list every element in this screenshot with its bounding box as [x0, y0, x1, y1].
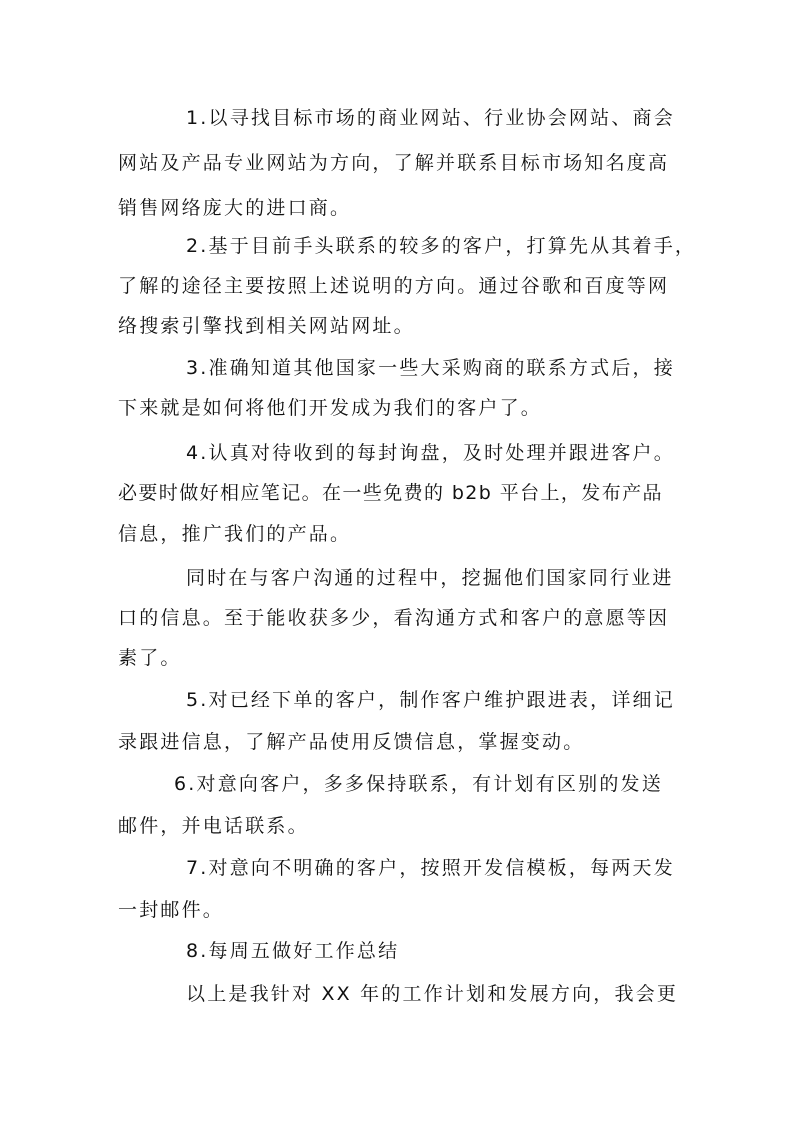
text-line: 网站及产品专业网站为方向，了解并联系目标市场知名度高 — [118, 152, 670, 174]
text-line: 口的信息。至于能收获多少，看沟通方式和客户的意愿等因 — [118, 607, 670, 629]
text-line: 3.准确知道其他国家一些大采购商的联系方式后，接 — [186, 357, 675, 379]
text-line: 下来就是如何将他们开发成为我们的客户了。 — [118, 397, 543, 419]
text-line: 录跟进信息，了解产品使用反馈信息，掌握变动。 — [118, 731, 585, 753]
text-line: 络搜索引擎找到相关网站网址。 — [118, 315, 415, 337]
text-line: 信息，推广我们的产品。 — [118, 523, 352, 545]
text-line: 同时在与客户沟通的过程中，挖掘他们国家同行业进 — [186, 567, 674, 589]
text-line: 1.以寻找目标市场的商业网站、行业协会网站、商会 — [186, 107, 675, 129]
text-line: 8.每周五做好工作总结 — [186, 940, 400, 962]
text-line: 以上是我针对 XX 年的工作计划和发展方向，我会更 — [186, 983, 679, 1005]
text-line: 一封邮件。 — [118, 899, 225, 921]
text-line: 必要时做好相应笔记。在一些免费的 b2b 平台上，发布产品 — [118, 482, 663, 504]
text-line: 7.对意向不明确的客户，按照开发信模板，每两天发 — [186, 857, 675, 879]
text-line: 2.基于目前手头联系的较多的客户，打算先从其着手， — [186, 235, 697, 257]
text-line: 6.对意向客户，多多保持联系，有计划有区别的发送 — [174, 773, 663, 795]
text-line: 5.对已经下单的客户，制作客户维护跟进表，详细记 — [186, 689, 675, 711]
text-line: 素了。 — [118, 647, 182, 669]
text-line: 了解的途径主要按照上述说明的方向。通过谷歌和百度等网 — [118, 275, 670, 297]
text-line: 4.认真对待收到的每封询盘，及时处理并跟进客户。 — [186, 442, 675, 464]
text-line: 邮件，并电话联系。 — [118, 815, 309, 837]
text-line: 销售网络庞大的进口商。 — [118, 197, 352, 219]
